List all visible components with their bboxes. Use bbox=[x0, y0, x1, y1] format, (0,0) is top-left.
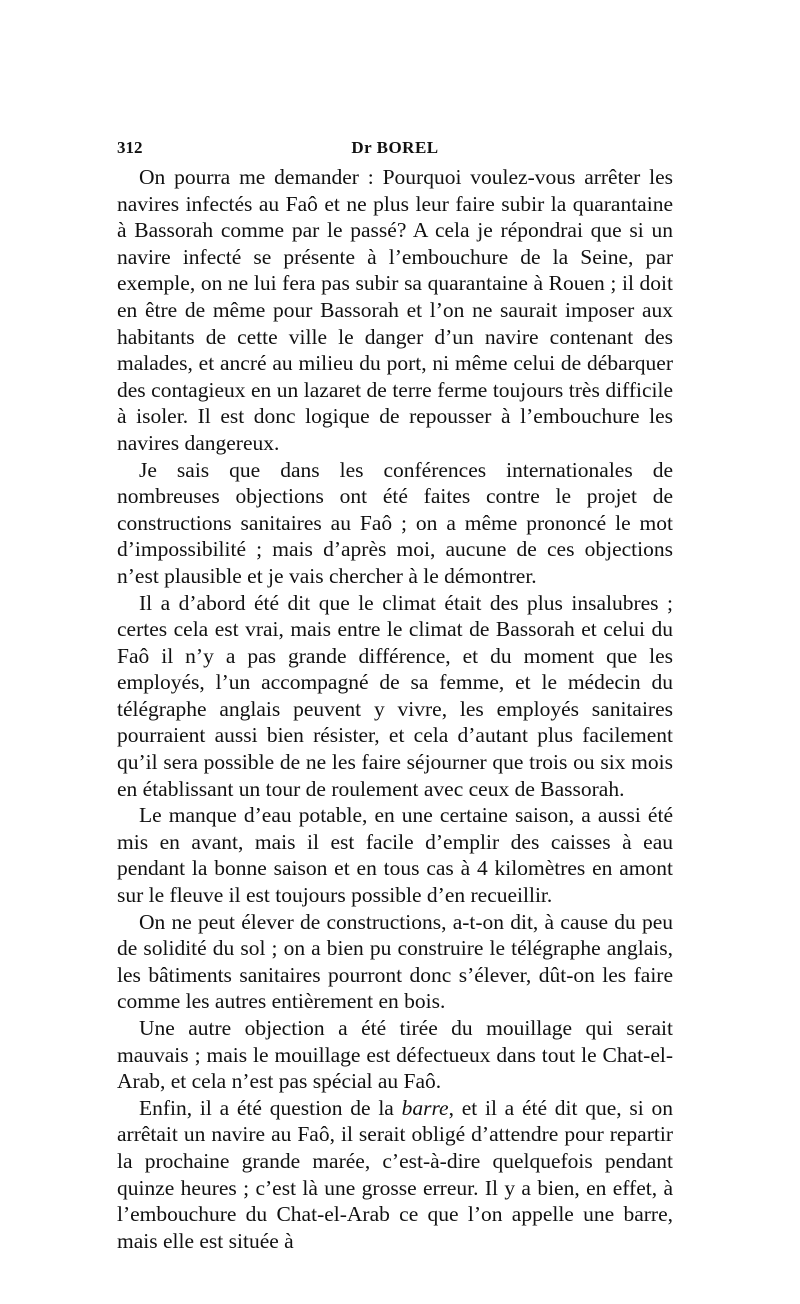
page-number: 312 bbox=[117, 138, 143, 157]
paragraph-7-start: Enfin, il a été question de la bbox=[139, 1095, 402, 1120]
running-head-title: Dr BOREL bbox=[351, 138, 439, 157]
paragraph-3: Il a d’abord été dit que le climat était des plus insalubres ; certes cela est vrai, mais entre le climat de Bassorah et celui du Faô il n’y a pas grande différence, et du moment que les employés, l’un accompagné de sa femme, et le médecin du télégraphe anglais peuvent y vivre, les employés sanitaires pourraient aussi bien résister, et cela d’autant plus facilement qu’il sera possible de ne les faire séjourner que trois ou six mois en établissant un tour de roulement avec ceux de Bassorah. bbox=[117, 590, 673, 801]
paragraph-1: On pourra me demander : Pourquoi voulez-vous arrêter les navires infectés au Faô et ne plus leur faire subir la quarantaine à Bassorah comme par le passé? A cela je répondrai que si un navire infecté se présente à l’embouchure de la Seine, par exemple, on ne lui fera pas subir sa quarantaine à Rouen ; il doit en être de même pour Bassorah et l’on ne saurait imposer aux habitants de cette ville le danger d’un navire contenant des malades, et ancré au milieu du port, ni même celui de débarquer des contagieux en un lazaret de terre ferme toujours très difficile à isoler. Il est donc logique de repousser à l’embouchure les navires dangereux. bbox=[117, 165, 673, 455]
paragraph-7-end: , et il a été dit que, si on arrêtait un navire au Faô, il serait obligé d’attendre pour repartir la prochaine grande marée, c’est-à-dire quelquefois pendant quinze heures ; c’est là une grosse erreur. Il y a bien, en effet, à l’embouchure du Chat-el-Arab ce que l’on appelle une barre, mais elle est située à bbox=[117, 1095, 673, 1253]
italic-term-barre: barre bbox=[401, 1095, 449, 1120]
paragraph-6: Une autre objection a été tirée du mouillage qui serait mauvais ; mais le mouillage est défectueux dans tout le Chat-el-Arab, et cela n’est pas spécial au Faô. bbox=[117, 1016, 673, 1094]
paragraph-4: Le manque d’eau potable, en une certaine saison, a aussi été mis en avant, mais il est facile d’emplir des caisses à eau pendant la bonne saison et en tous cas à 4 kilomètres en amont sur le fleuve il est toujours possible d’en recueillir. bbox=[117, 803, 673, 908]
paragraph-2: Je sais que dans les conférences internationales de nombreuses objections ont été faites contre le projet de constructions sanitaires au Faô ; on a même prononcé le mot d’impossibilité ; mais d’après moi, aucune de ces objections n’est plausible et je vais chercher à le démontrer. bbox=[117, 457, 673, 588]
paragraph-7 bbox=[117, 1095, 673, 1255]
running-head bbox=[117, 138, 673, 164]
book-page bbox=[117, 138, 673, 1254]
body-text bbox=[117, 164, 673, 1254]
paragraph-5: On ne peut élever de constructions, a-t-on dit, à cause du peu de solidité du sol ; on a bien pu construire le télégraphe anglais, les bâtiments sanitaires pourront donc s’élever, dût-on les faire comme les autres entièrement en bois. bbox=[117, 909, 673, 1014]
